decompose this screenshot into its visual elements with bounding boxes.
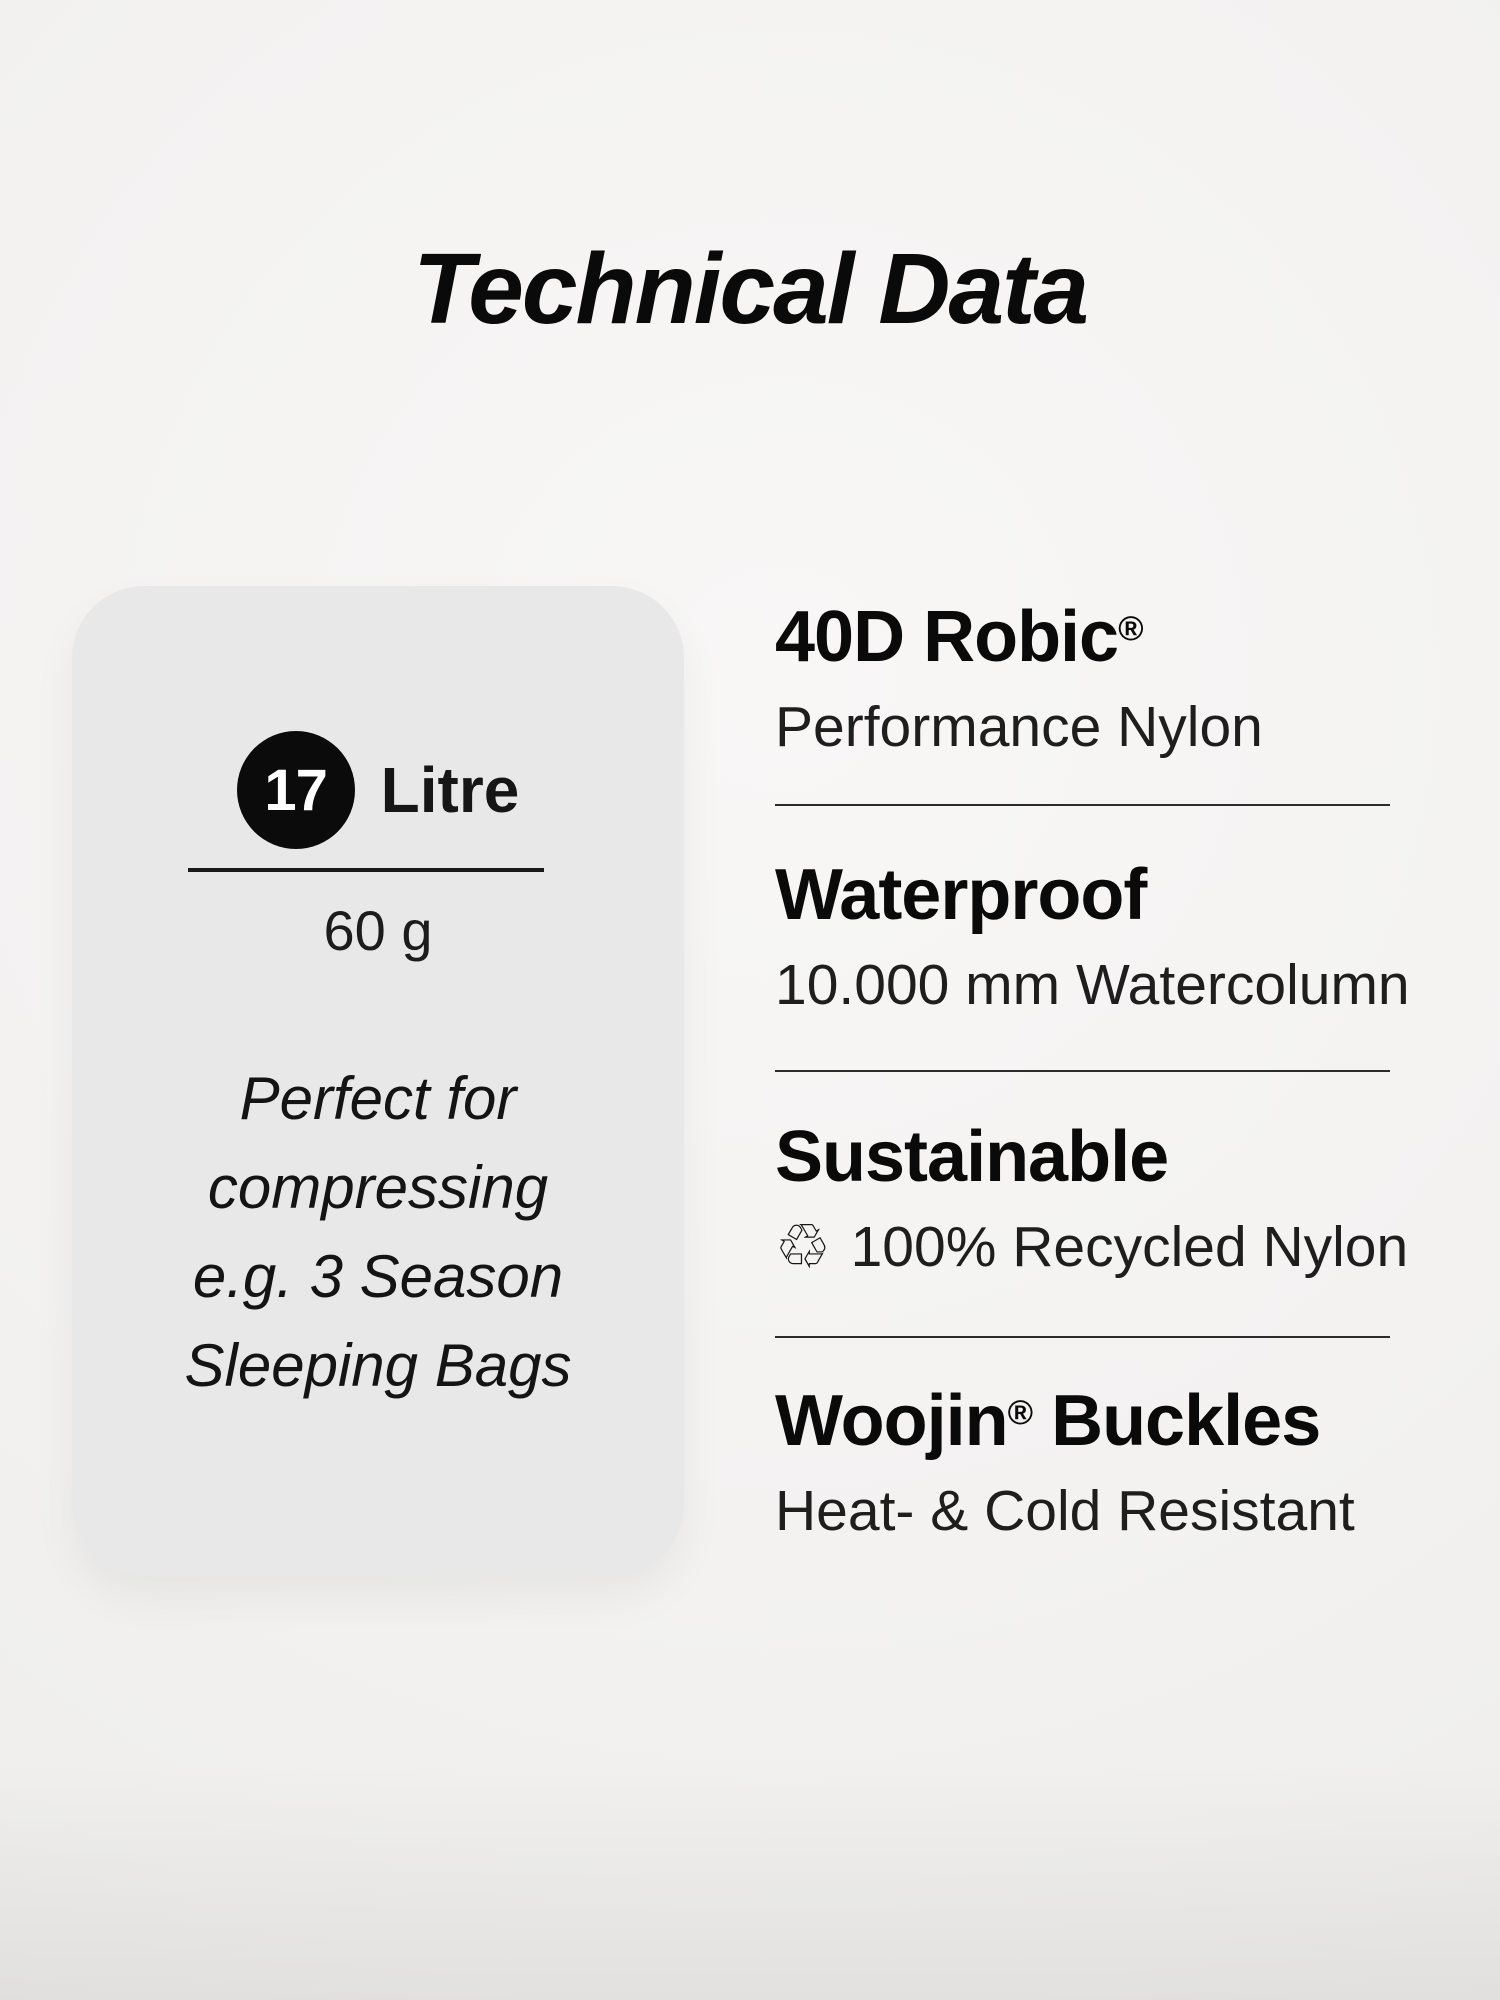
- spec-subtitle-text: Performance Nylon: [775, 695, 1263, 760]
- recycle-icon: ♲: [775, 1210, 831, 1284]
- spec-fabric: [775, 598, 1393, 762]
- spec-title-text: Woojin: [775, 1381, 1008, 1461]
- usage-line: Sleeping Bags: [184, 1332, 572, 1399]
- spec-waterproof-subtitle: [775, 951, 1410, 1019]
- spec-title-rest: Buckles: [1032, 1381, 1321, 1461]
- usage-line: compressing: [207, 1154, 549, 1221]
- usage-line: e.g. 3 Season: [192, 1243, 564, 1310]
- spec-waterproof-title: [775, 856, 1393, 935]
- spec-title-text: Waterproof: [775, 855, 1147, 935]
- volume-card: [72, 586, 684, 1576]
- spec-divider: [775, 804, 1390, 806]
- volume-unit: Litre: [380, 754, 520, 826]
- spec-waterproof: [775, 855, 1410, 1020]
- spec-sustainable-subtitle: [775, 1210, 1409, 1284]
- usage-line: Perfect for: [239, 1065, 517, 1132]
- spec-subtitle-text: 10.000 mm Watercolumn: [775, 953, 1410, 1018]
- spec-divider: [775, 1336, 1390, 1338]
- spec-fabric-title: [775, 598, 1393, 677]
- volume-badge: [237, 731, 355, 849]
- spec-buckles-subtitle: [775, 1477, 1393, 1545]
- spec-subtitle-text: Heat- & Cold Resistant: [775, 1479, 1355, 1544]
- spec-divider: [775, 1070, 1390, 1072]
- registered-mark: ®: [1007, 1393, 1033, 1432]
- card-divider: [188, 868, 544, 872]
- spec-subtitle-text: 100% Recycled Nylon: [850, 1215, 1409, 1280]
- volume-value: 17: [264, 757, 327, 823]
- spec-title-text: Sustainable: [775, 1117, 1169, 1197]
- volume-row: [72, 731, 684, 849]
- spec-title-text: 40D Robic: [775, 597, 1119, 677]
- page-title: Technical Data: [412, 233, 1088, 345]
- spec-fabric-subtitle: [775, 693, 1393, 761]
- registered-mark: ®: [1118, 609, 1143, 648]
- usage-description: [72, 1054, 684, 1410]
- spec-sustainable-title: [775, 1118, 1393, 1197]
- spec-buckles: [775, 1382, 1393, 1546]
- spec-buckles-title: [775, 1382, 1393, 1461]
- spec-sustainable: [775, 1117, 1409, 1284]
- weight-value: 60 g: [323, 899, 433, 962]
